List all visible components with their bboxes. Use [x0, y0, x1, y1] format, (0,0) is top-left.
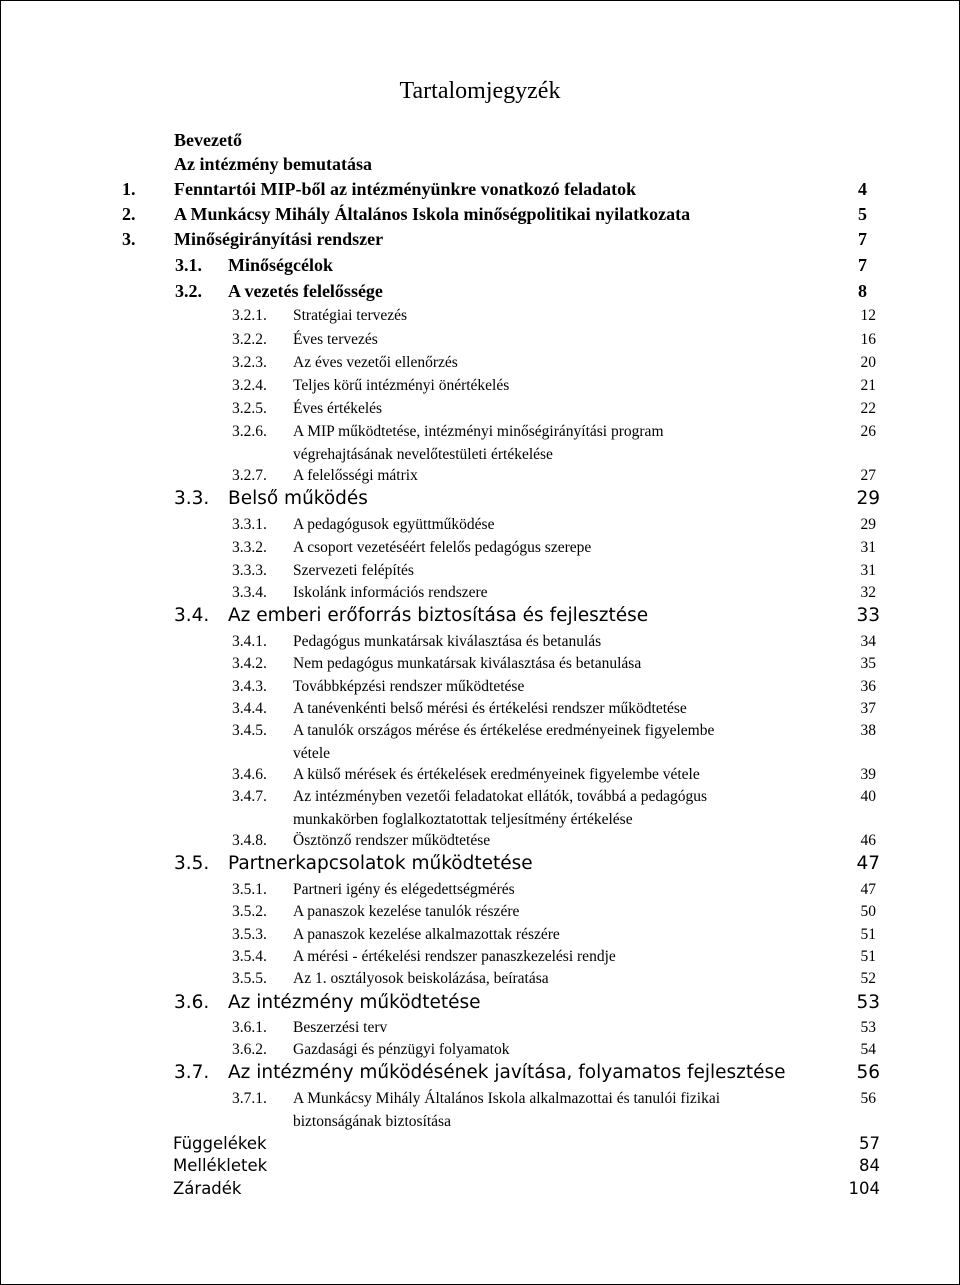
- toc-entry-page-number: 33: [856, 605, 880, 626]
- toc-entry-title[interactable]: A Munkácsy Mihály Általános Iskola alkalmazottai és tanulói fizikai: [293, 1090, 721, 1107]
- toc-entry-page-number: 7: [858, 229, 867, 249]
- toc-entry-title[interactable]: Nem pedagógus munkatársak kiválasztása és betanulása: [293, 655, 642, 672]
- toc-entry-title[interactable]: Az intézményben vezetői feladatokat ellátók, továbbá a pedagógus: [293, 788, 708, 805]
- toc-entry-page-number: 104: [848, 1179, 880, 1198]
- toc-entry-page-number: 46: [860, 832, 876, 849]
- toc-entry-page-number: 29: [856, 488, 880, 509]
- toc-entry-number: 3.2.5.: [232, 400, 267, 417]
- toc-entry-number: 3.2.4.: [232, 377, 267, 394]
- toc-entry-number: 3.: [122, 229, 136, 249]
- toc-entry-page-number: 22: [860, 400, 876, 417]
- toc-entry-number: 3.4.2.: [232, 655, 267, 672]
- toc-entry-title[interactable]: Záradék: [173, 1179, 242, 1198]
- toc-entry-title-continued: végrehajtásának nevelőtestületi értékelése: [293, 446, 553, 463]
- toc-entry-title[interactable]: A felelősségi mátrix: [293, 467, 418, 484]
- toc-entry-title[interactable]: A mérési - értékelési rendszer panaszkezelési rendje: [293, 948, 616, 965]
- toc-entry-page-number: 8: [858, 281, 867, 301]
- toc-entry-page-number: 51: [860, 948, 876, 965]
- toc-entry-number: 3.3.: [174, 488, 210, 509]
- toc-entry-page-number: 5: [858, 204, 867, 224]
- toc-entry-title[interactable]: A tanévenkénti belső mérési és értékelési rendszer működtetése: [293, 700, 687, 717]
- toc-entry-title[interactable]: A Munkácsy Mihály Általános Iskola minőségpolitikai nyilatkozata: [174, 204, 691, 224]
- toc-entry-number: 3.5.3.: [232, 926, 267, 943]
- toc-entry-title[interactable]: A csoport vezetéséért felelős pedagógus szerepe: [293, 539, 592, 556]
- toc-entry-page-number: 34: [860, 633, 876, 650]
- toc-entry-number: 2.: [122, 204, 136, 224]
- toc-entry-page-number: 12: [860, 307, 876, 324]
- toc-entry-title[interactable]: Az intézmény működtetése: [228, 992, 481, 1013]
- toc-entry-page-number: 39: [860, 766, 876, 783]
- toc-entry-title[interactable]: Minőségcélok: [228, 255, 333, 275]
- toc-entry-title[interactable]: A MIP működtetése, intézményi minőségirányítási program: [293, 423, 664, 440]
- toc-entry-title[interactable]: Gazdasági és pénzügyi folyamatok: [293, 1041, 510, 1058]
- toc-entry-page-number: 16: [860, 331, 876, 348]
- toc-entry-number: 1.: [122, 179, 136, 199]
- toc-entry-title[interactable]: Az emberi erőforrás biztosítása és fejlesztése: [228, 605, 649, 626]
- toc-entry-page-number: 27: [860, 467, 876, 484]
- toc-entry-page-number: 7: [858, 255, 867, 275]
- toc-entry-title[interactable]: Beszerzési terv: [293, 1019, 388, 1036]
- toc-entry-page-number: 56: [860, 1090, 876, 1107]
- toc-entry-number: 3.5.: [174, 853, 210, 874]
- toc-entry-title[interactable]: Éves értékelés: [293, 400, 383, 417]
- toc-entry-page-number: 50: [860, 903, 876, 920]
- toc-entry-title[interactable]: Minőségirányítási rendszer: [174, 229, 384, 249]
- toc-entry-number: 3.4.7.: [232, 788, 267, 805]
- toc-entry-title[interactable]: Pedagógus munkatársak kiválasztása és betanulás: [293, 633, 602, 650]
- toc-entry-title[interactable]: Belső működés: [228, 488, 368, 509]
- toc-entry-title[interactable]: Stratégiai tervezés: [293, 307, 408, 324]
- toc-entry-number: 3.5.4.: [232, 948, 267, 965]
- toc-entry-title[interactable]: Éves tervezés: [293, 331, 378, 348]
- toc-entry-number: 3.2.2.: [232, 331, 267, 348]
- toc-entry-title-continued: munkakörben foglalkoztatottak teljesítmény értékelése: [293, 811, 633, 828]
- toc-entry-number: 3.3.4.: [232, 584, 267, 601]
- toc-entry-page-number: 31: [860, 539, 876, 556]
- toc-entry-page-number: 52: [860, 970, 876, 987]
- toc-entry-title[interactable]: Az intézmény működésének javítása, folyamatos fejlesztése: [228, 1062, 786, 1083]
- toc-entry-title[interactable]: A vezetés felelőssége: [228, 281, 383, 301]
- toc-entry-number: 3.2.1.: [232, 307, 267, 324]
- toc-entry-page-number: 32: [860, 584, 876, 601]
- toc-entry-page-number: 20: [860, 354, 876, 371]
- toc-entry-page-number: 47: [860, 881, 876, 898]
- toc-entry-number: 3.3.1.: [232, 516, 267, 533]
- toc-entry-number: 3.4.: [174, 605, 210, 626]
- toc-entry-title[interactable]: Szervezeti felépítés: [293, 562, 414, 579]
- toc-entry-title[interactable]: Iskolánk információs rendszere: [293, 584, 488, 601]
- toc-entry-page-number: 31: [860, 562, 876, 579]
- toc-entry-page-number: 29: [860, 516, 876, 533]
- toc-entry-title-continued: biztonságának biztosítása: [293, 1113, 451, 1130]
- toc-entry-number: 3.3.2.: [232, 539, 267, 556]
- toc-entry-page-number: 37: [860, 700, 876, 717]
- toc-entry-number: 3.1.: [175, 255, 202, 275]
- toc-entry-page-number: 4: [858, 179, 867, 199]
- page-title: Tartalomjegyzék: [399, 78, 561, 104]
- toc-entry-number: 3.2.7.: [232, 467, 267, 484]
- toc-entry-title[interactable]: Az intézmény bemutatása: [174, 154, 372, 174]
- toc-entry-title[interactable]: A tanulók országos mérése és értékelése eredményeinek figyelembe: [293, 722, 715, 739]
- toc-entry-number: 3.7.: [174, 1062, 210, 1083]
- toc-entry-number: 3.7.1.: [232, 1090, 267, 1107]
- toc-entry-number: 3.4.6.: [232, 766, 267, 783]
- toc-entry-title[interactable]: Ösztönző rendszer működtetése: [293, 832, 491, 849]
- toc-entry-title[interactable]: Partnerkapcsolatok működtetése: [228, 853, 533, 874]
- toc-entry-title[interactable]: A panaszok kezelése alkalmazottak részére: [293, 926, 560, 943]
- toc-entry-number: 3.4.5.: [232, 722, 267, 739]
- toc-entry-number: 3.4.4.: [232, 700, 267, 717]
- toc-entry-title[interactable]: Bevezető: [174, 130, 242, 150]
- toc-entry-title[interactable]: Fenntartói MIP-ből az intézményünkre vonatkozó feladatok: [174, 179, 637, 199]
- toc-entry-page-number: 40: [860, 788, 876, 805]
- toc-entry-number: 3.6.: [174, 992, 210, 1013]
- toc-entry-number: 3.2.6.: [232, 423, 267, 440]
- toc-entry-page-number: 38: [860, 722, 876, 739]
- toc-entry-title[interactable]: A pedagógusok együttműködése: [293, 516, 495, 533]
- toc-entry-number: 3.4.8.: [232, 832, 267, 849]
- toc-entry-number: 3.5.2.: [232, 903, 267, 920]
- toc-entry-title[interactable]: A külső mérések és értékelések eredményeinek figyelembe vétele: [293, 766, 700, 783]
- toc-entry-number: 3.6.1.: [232, 1019, 267, 1036]
- toc-entry-title-continued: vétele: [293, 745, 331, 762]
- toc-entry-page-number: 57: [859, 1134, 880, 1153]
- toc-entry-page-number: 21: [860, 377, 876, 394]
- toc-entry-title[interactable]: Továbbképzési rendszer működtetése: [293, 678, 525, 695]
- toc-entry-number: 3.5.1.: [232, 881, 267, 898]
- toc-entry-page-number: 53: [860, 1019, 876, 1036]
- toc-entry-title[interactable]: Az éves vezetői ellenőrzés: [293, 354, 458, 371]
- toc-entry-page-number: 47: [856, 853, 880, 874]
- toc-entry-title[interactable]: Partneri igény és elégedettségmérés: [293, 881, 515, 898]
- toc-entry-page-number: 26: [860, 423, 876, 440]
- toc-entry-title[interactable]: Függelékek: [173, 1134, 267, 1153]
- toc-entry-page-number: 35: [860, 655, 876, 672]
- toc-entry-page-number: 54: [860, 1041, 876, 1058]
- toc-entry-page-number: 84: [859, 1156, 880, 1175]
- toc-entry-page-number: 51: [860, 926, 876, 943]
- toc-entry-number: 3.3.3.: [232, 562, 267, 579]
- toc-entry-number: 3.5.5.: [232, 970, 267, 987]
- toc-entry-title[interactable]: Mellékletek: [173, 1156, 268, 1175]
- toc-entry-number: 3.2.: [175, 281, 202, 301]
- toc-entry-number: 3.2.3.: [232, 354, 267, 371]
- toc-entry-number: 3.4.3.: [232, 678, 267, 695]
- toc-entry-page-number: 36: [860, 678, 876, 695]
- toc-entry-title[interactable]: Teljes körű intézményi önértékelés: [293, 377, 510, 394]
- toc-entry-title[interactable]: A panaszok kezelése tanulók részére: [293, 903, 520, 920]
- toc-entry-page-number: 53: [856, 992, 880, 1013]
- toc-entry-number: 3.4.1.: [232, 633, 267, 650]
- toc-entry-title[interactable]: Az 1. osztályosok beiskolázása, beíratása: [293, 970, 549, 987]
- toc-entry-page-number: 56: [856, 1062, 880, 1083]
- toc-entry-number: 3.6.2.: [232, 1041, 267, 1058]
